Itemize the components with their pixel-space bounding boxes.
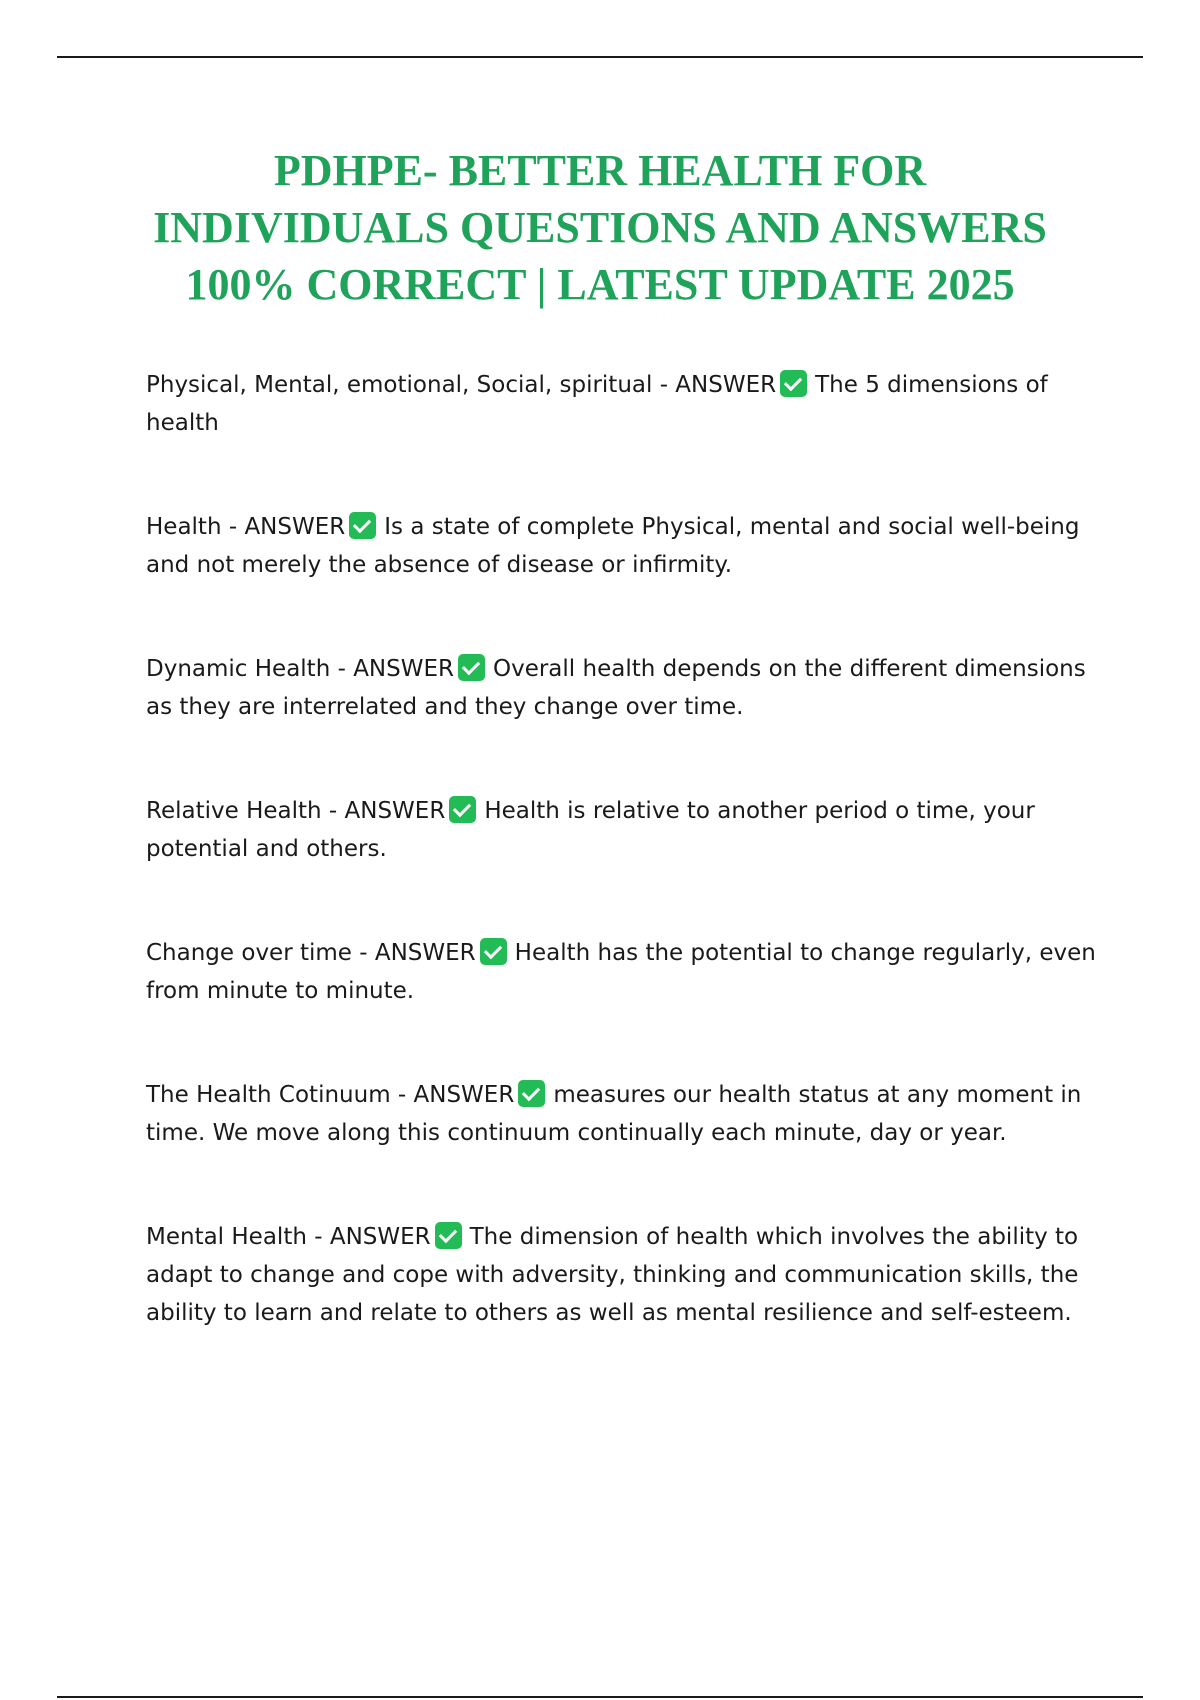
qa-prompt: The Health Cotinuum - ANSWER (146, 1082, 515, 1108)
qa-item (146, 792, 1096, 868)
qa-item (146, 508, 1096, 584)
qa-prompt: Relative Health - ANSWER (146, 798, 446, 824)
qa-answer: The dimension of health which involves the ability to adapt to change and cope with adversity, thinking and communication skills, the ability to learn and relate to others as well as mental resilience and self-esteem. (146, 1224, 1079, 1326)
title-line: INDIVIDUALS QUESTIONS AND ANSWERS (153, 203, 1047, 252)
qa-answer: Health has the potential to change regularly, even from minute to minute. (146, 940, 1096, 1004)
qa-item (146, 934, 1096, 1010)
qa-prompt: Physical, Mental, emotional, Social, spiritual - ANSWER (146, 372, 777, 398)
qa-list (146, 366, 1096, 1332)
footer-divider (57, 1696, 1143, 1698)
qa-answer: Is a state of complete Physical, mental and social well-being and not merely the absence of disease or infirmity. (146, 514, 1080, 578)
qa-prompt: Mental Health - ANSWER (146, 1224, 431, 1250)
check-icon (458, 654, 485, 681)
check-icon (449, 796, 476, 823)
qa-prompt: Dynamic Health - ANSWER (146, 656, 454, 682)
title-line: 100% CORRECT | LATEST UPDATE 2025 (185, 260, 1015, 309)
qa-prompt: Change over time - ANSWER (146, 940, 476, 966)
qa-item (146, 1076, 1096, 1152)
document-title (100, 142, 1100, 313)
qa-item (146, 366, 1096, 442)
check-icon (518, 1080, 545, 1107)
qa-answer: Overall health depends on the different dimensions as they are interrelated and they change over time. (146, 656, 1086, 720)
qa-item (146, 1218, 1096, 1332)
qa-answer: measures our health status at any moment in time. We move along this continuum continually each minute, day or year. (146, 1082, 1082, 1146)
qa-answer: Health is relative to another period o time, your potential and others. (146, 798, 1035, 862)
qa-answer: The 5 dimensions of health (146, 372, 1048, 436)
check-icon (480, 938, 507, 965)
title-line: PDHPE- BETTER HEALTH FOR (273, 146, 927, 195)
check-icon (780, 370, 807, 397)
qa-prompt: Health - ANSWER (146, 514, 346, 540)
check-icon (435, 1222, 462, 1249)
qa-item (146, 650, 1096, 726)
header-divider (57, 56, 1143, 58)
check-icon (349, 512, 376, 539)
